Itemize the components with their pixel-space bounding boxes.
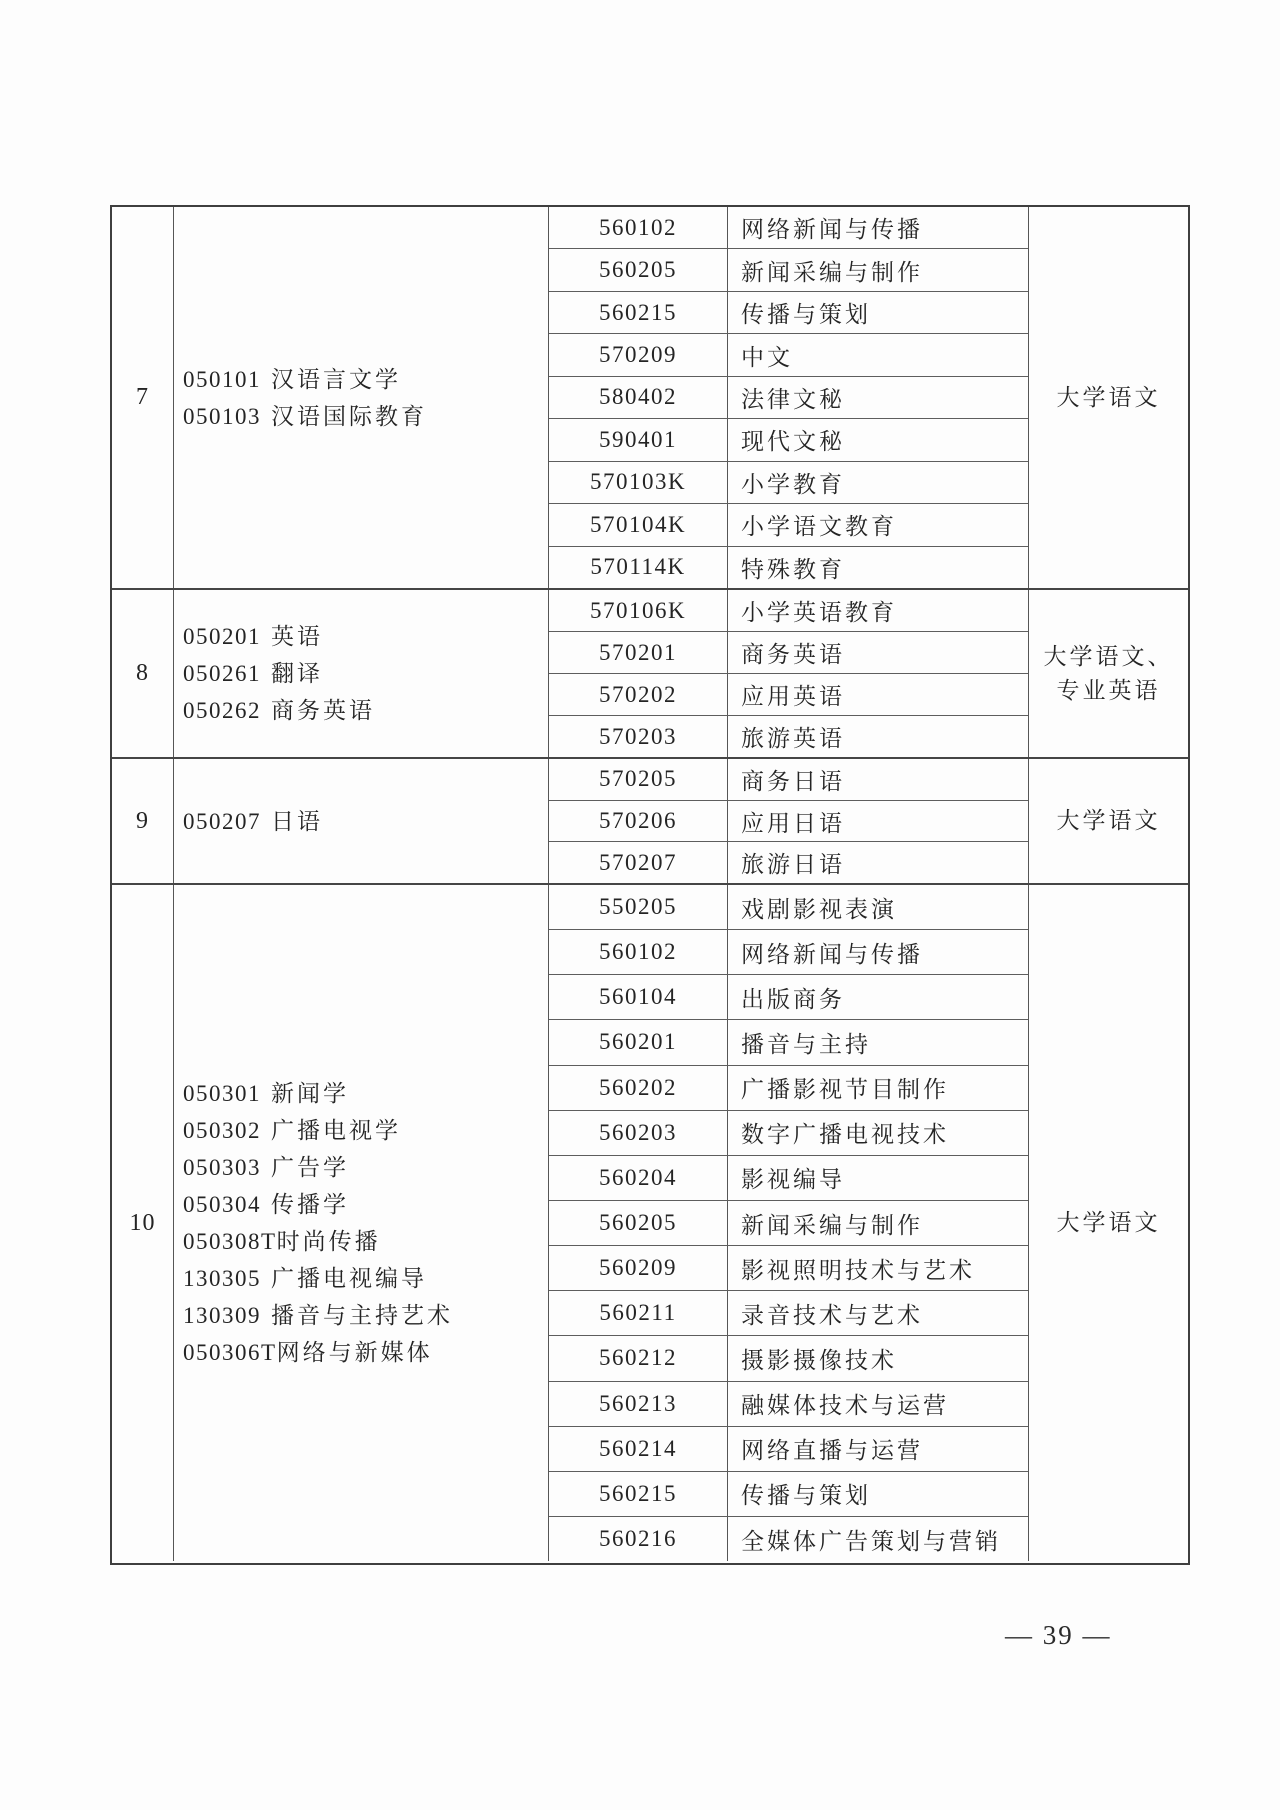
- undergrad-major-code: 050261: [183, 661, 261, 686]
- vocational-row: [549, 291, 1028, 333]
- undergrad-major-code: 050303: [183, 1155, 261, 1180]
- undergrad-major-name: 汉语国际教育: [271, 403, 427, 429]
- undergrad-major-code: 050306T: [183, 1340, 277, 1365]
- vocational-code-cell: 560215: [549, 292, 728, 333]
- undergrad-major-line: [183, 361, 548, 398]
- vocational-code-cell: 560211: [549, 1291, 728, 1335]
- vocational-row: [549, 885, 1028, 929]
- table-row-group: [112, 588, 1188, 757]
- undergrad-major-line: [183, 692, 548, 729]
- vocational-row: [549, 1471, 1028, 1516]
- vocational-code-cell: 560212: [549, 1336, 728, 1380]
- undergrad-major-line: [183, 1260, 548, 1297]
- vocational-row: [549, 248, 1028, 290]
- vocational-name-cell: 融媒体技术与运营: [741, 1393, 949, 1419]
- page-number: — 39 —: [1005, 1620, 1112, 1650]
- vocational-code-cell: 550205: [549, 885, 728, 929]
- vocational-name-cell: 播音与主持: [741, 1031, 871, 1057]
- vocational-code-cell: 570104K: [549, 504, 728, 545]
- vocational-row: [549, 759, 1028, 800]
- undergrad-major-code: 050308T: [183, 1229, 277, 1254]
- vocational-code-cell: 570205: [549, 759, 728, 800]
- vocational-row: [549, 715, 1028, 757]
- exam-subject-cell: [1029, 207, 1188, 588]
- undergrad-major-name: 广播电视学: [271, 1118, 401, 1143]
- vocational-row: [549, 841, 1028, 883]
- vocational-name-cell: 摄影摄像技术: [741, 1347, 897, 1373]
- vocational-code-cell: 590401: [549, 419, 728, 460]
- undergrad-major-code: 050301: [183, 1081, 261, 1106]
- undergrad-major-name: 时尚传播: [276, 1229, 381, 1254]
- vocational-row: [549, 1290, 1028, 1335]
- vocational-row: [549, 1516, 1028, 1561]
- vocational-code-cell: 560204: [549, 1156, 728, 1200]
- group-number-cell: 9: [112, 759, 174, 883]
- vocational-row: [549, 1426, 1028, 1471]
- undergrad-major-line: [183, 1149, 548, 1186]
- vocational-code-cell: 560102: [549, 207, 728, 248]
- vocational-code-cell: 570114K: [549, 547, 728, 588]
- vocational-code-cell: 560102: [549, 930, 728, 974]
- vocational-code-cell: 560205: [549, 1201, 728, 1245]
- vocational-row: [549, 503, 1028, 545]
- vocational-code-cell: 560205: [549, 249, 728, 290]
- undergrad-majors-cell: [174, 885, 549, 1561]
- vocational-row: [549, 1110, 1028, 1155]
- vocational-code-cell: 570207: [549, 842, 728, 883]
- undergrad-majors-cell: [174, 590, 549, 757]
- vocational-row: [549, 929, 1028, 974]
- vocational-name-cell: 应用日语: [741, 810, 845, 836]
- table-row-group: [112, 883, 1188, 1561]
- undergrad-major-name: 翻译: [271, 661, 323, 686]
- undergrad-major-line: [183, 618, 548, 655]
- undergrad-major-line: [183, 398, 548, 435]
- vocational-name-cell: 中文: [741, 344, 793, 370]
- vocational-name-cell: 商务日语: [741, 768, 845, 794]
- vocational-code-cell: 580402: [549, 377, 728, 418]
- exam-subject-line: 专业英语: [1056, 677, 1161, 703]
- undergrad-major-name: 播音与主持艺术: [271, 1303, 453, 1328]
- undergrad-major-name: 网络与新媒体: [276, 1340, 433, 1365]
- undergrad-major-line: [183, 1112, 548, 1149]
- vocational-code-cell: 560216: [549, 1517, 728, 1561]
- undergrad-majors-cell: [174, 759, 549, 883]
- vocational-row: [549, 546, 1028, 588]
- undergrad-major-code: 050262: [183, 698, 261, 723]
- undergrad-major-code: 130305: [183, 1266, 261, 1291]
- vocational-row: [549, 461, 1028, 503]
- vocational-name-cell: 小学教育: [741, 471, 845, 497]
- exam-subject-cell: [1029, 885, 1188, 1561]
- vocational-code-cell: 570206: [549, 801, 728, 842]
- undergrad-major-name: 广告学: [271, 1155, 349, 1180]
- table-row-group: [112, 757, 1188, 883]
- undergrad-major-line: [183, 1334, 548, 1371]
- vocational-name-cell: 网络新闻与传播: [741, 941, 923, 967]
- vocational-name-cell: 网络直播与运营: [741, 1438, 923, 1464]
- undergrad-major-name: 新闻学: [271, 1081, 349, 1106]
- undergrad-major-line: [183, 1186, 548, 1223]
- vocational-row: [549, 1200, 1028, 1245]
- vocational-row: [549, 1155, 1028, 1200]
- undergrad-major-line: [183, 803, 548, 840]
- vocational-list: [549, 885, 1029, 1561]
- exam-subject-line: 大学语文: [1056, 808, 1161, 833]
- undergrad-major-name: 广播电视编导: [271, 1266, 427, 1291]
- exam-subject-line: 大学语文: [1056, 384, 1161, 410]
- vocational-name-cell: 特殊教育: [741, 556, 845, 582]
- vocational-name-cell: 广播影视节目制作: [741, 1077, 949, 1103]
- exam-subject-line: 大学语文: [1056, 1210, 1161, 1235]
- vocational-code-cell: 570203: [549, 716, 728, 757]
- majors-table: [110, 205, 1190, 1565]
- undergrad-major-line: [183, 1297, 548, 1334]
- vocational-name-cell: 戏剧影视表演: [741, 896, 897, 922]
- vocational-code-cell: 570202: [549, 674, 728, 715]
- vocational-row: [549, 1065, 1028, 1110]
- vocational-code-cell: 560202: [549, 1066, 728, 1110]
- vocational-row: [549, 800, 1028, 842]
- undergrad-major-code: 050103: [183, 403, 261, 429]
- vocational-row: [549, 1019, 1028, 1064]
- undergrad-major-code: 050101: [183, 366, 261, 392]
- undergrad-majors-cell: [174, 207, 549, 588]
- vocational-row: [549, 207, 1028, 248]
- table-row-group: [112, 207, 1188, 588]
- exam-subject-cell: [1029, 590, 1188, 757]
- vocational-name-cell: 传播与策划: [741, 1483, 871, 1509]
- undergrad-major-name: 日语: [271, 808, 323, 834]
- vocational-name-cell: 小学语文教育: [741, 514, 897, 540]
- vocational-code-cell: 560203: [549, 1111, 728, 1155]
- undergrad-major-name: 商务英语: [271, 698, 375, 723]
- exam-subject-line: 大学语文、: [1043, 643, 1174, 669]
- group-number-cell: 10: [112, 885, 174, 1561]
- vocational-code-cell: 560201: [549, 1020, 728, 1064]
- vocational-name-cell: 应用英语: [741, 684, 845, 709]
- exam-subject-cell: [1029, 759, 1188, 883]
- vocational-name-cell: 旅游日语: [741, 852, 845, 878]
- undergrad-major-code: 050201: [183, 624, 261, 649]
- vocational-code-cell: 560215: [549, 1472, 728, 1516]
- undergrad-major-line: [183, 1223, 548, 1260]
- vocational-name-cell: 法律文秘: [741, 386, 845, 412]
- vocational-name-cell: 新闻采编与制作: [741, 259, 923, 285]
- vocational-code-cell: 560104: [549, 975, 728, 1019]
- vocational-name-cell: 新闻采编与制作: [741, 1212, 923, 1238]
- undergrad-major-name: 英语: [271, 624, 323, 649]
- vocational-name-cell: 数字广播电视技术: [741, 1122, 949, 1148]
- undergrad-major-line: [183, 655, 548, 692]
- vocational-name-cell: 现代文秘: [741, 429, 845, 455]
- vocational-row: [549, 1335, 1028, 1380]
- vocational-name-cell: 小学英语教育: [741, 600, 897, 625]
- vocational-name-cell: 出版商务: [741, 986, 845, 1012]
- vocational-name-cell: 全媒体广告策划与营销: [741, 1528, 1001, 1554]
- vocational-name-cell: 录音技术与艺术: [741, 1302, 923, 1328]
- undergrad-major-code: 130309: [183, 1303, 261, 1328]
- vocational-row: [549, 631, 1028, 673]
- group-number-cell: 8: [112, 590, 174, 757]
- vocational-code-cell: 560214: [549, 1427, 728, 1471]
- vocational-row: [549, 673, 1028, 715]
- undergrad-major-line: [183, 1075, 548, 1112]
- vocational-row: [549, 333, 1028, 375]
- vocational-name-cell: 影视照明技术与艺术: [741, 1257, 975, 1283]
- undergrad-major-name: 传播学: [271, 1192, 349, 1217]
- vocational-name-cell: 传播与策划: [741, 302, 871, 328]
- vocational-code-cell: 570201: [549, 632, 728, 673]
- vocational-row: [549, 376, 1028, 418]
- vocational-code-cell: 570103K: [549, 462, 728, 503]
- vocational-row: [549, 418, 1028, 460]
- undergrad-major-code: 050207: [183, 808, 261, 834]
- vocational-list: [549, 759, 1029, 883]
- vocational-row: [549, 590, 1028, 631]
- undergrad-major-code: 050304: [183, 1192, 261, 1217]
- vocational-row: [549, 1245, 1028, 1290]
- vocational-code-cell: 570106K: [549, 590, 728, 631]
- vocational-name-cell: 网络新闻与传播: [741, 217, 923, 243]
- vocational-code-cell: 560209: [549, 1246, 728, 1290]
- vocational-code-cell: 570209: [549, 334, 728, 375]
- undergrad-major-name: 汉语言文学: [271, 366, 401, 392]
- vocational-row: [549, 1381, 1028, 1426]
- vocational-code-cell: 560213: [549, 1382, 728, 1426]
- vocational-name-cell: 旅游英语: [741, 726, 845, 751]
- group-number-cell: 7: [112, 207, 174, 588]
- vocational-list: [549, 590, 1029, 757]
- vocational-row: [549, 974, 1028, 1019]
- vocational-name-cell: 商务英语: [741, 642, 845, 667]
- vocational-name-cell: 影视编导: [741, 1167, 845, 1193]
- vocational-list: [549, 207, 1029, 588]
- undergrad-major-code: 050302: [183, 1118, 261, 1143]
